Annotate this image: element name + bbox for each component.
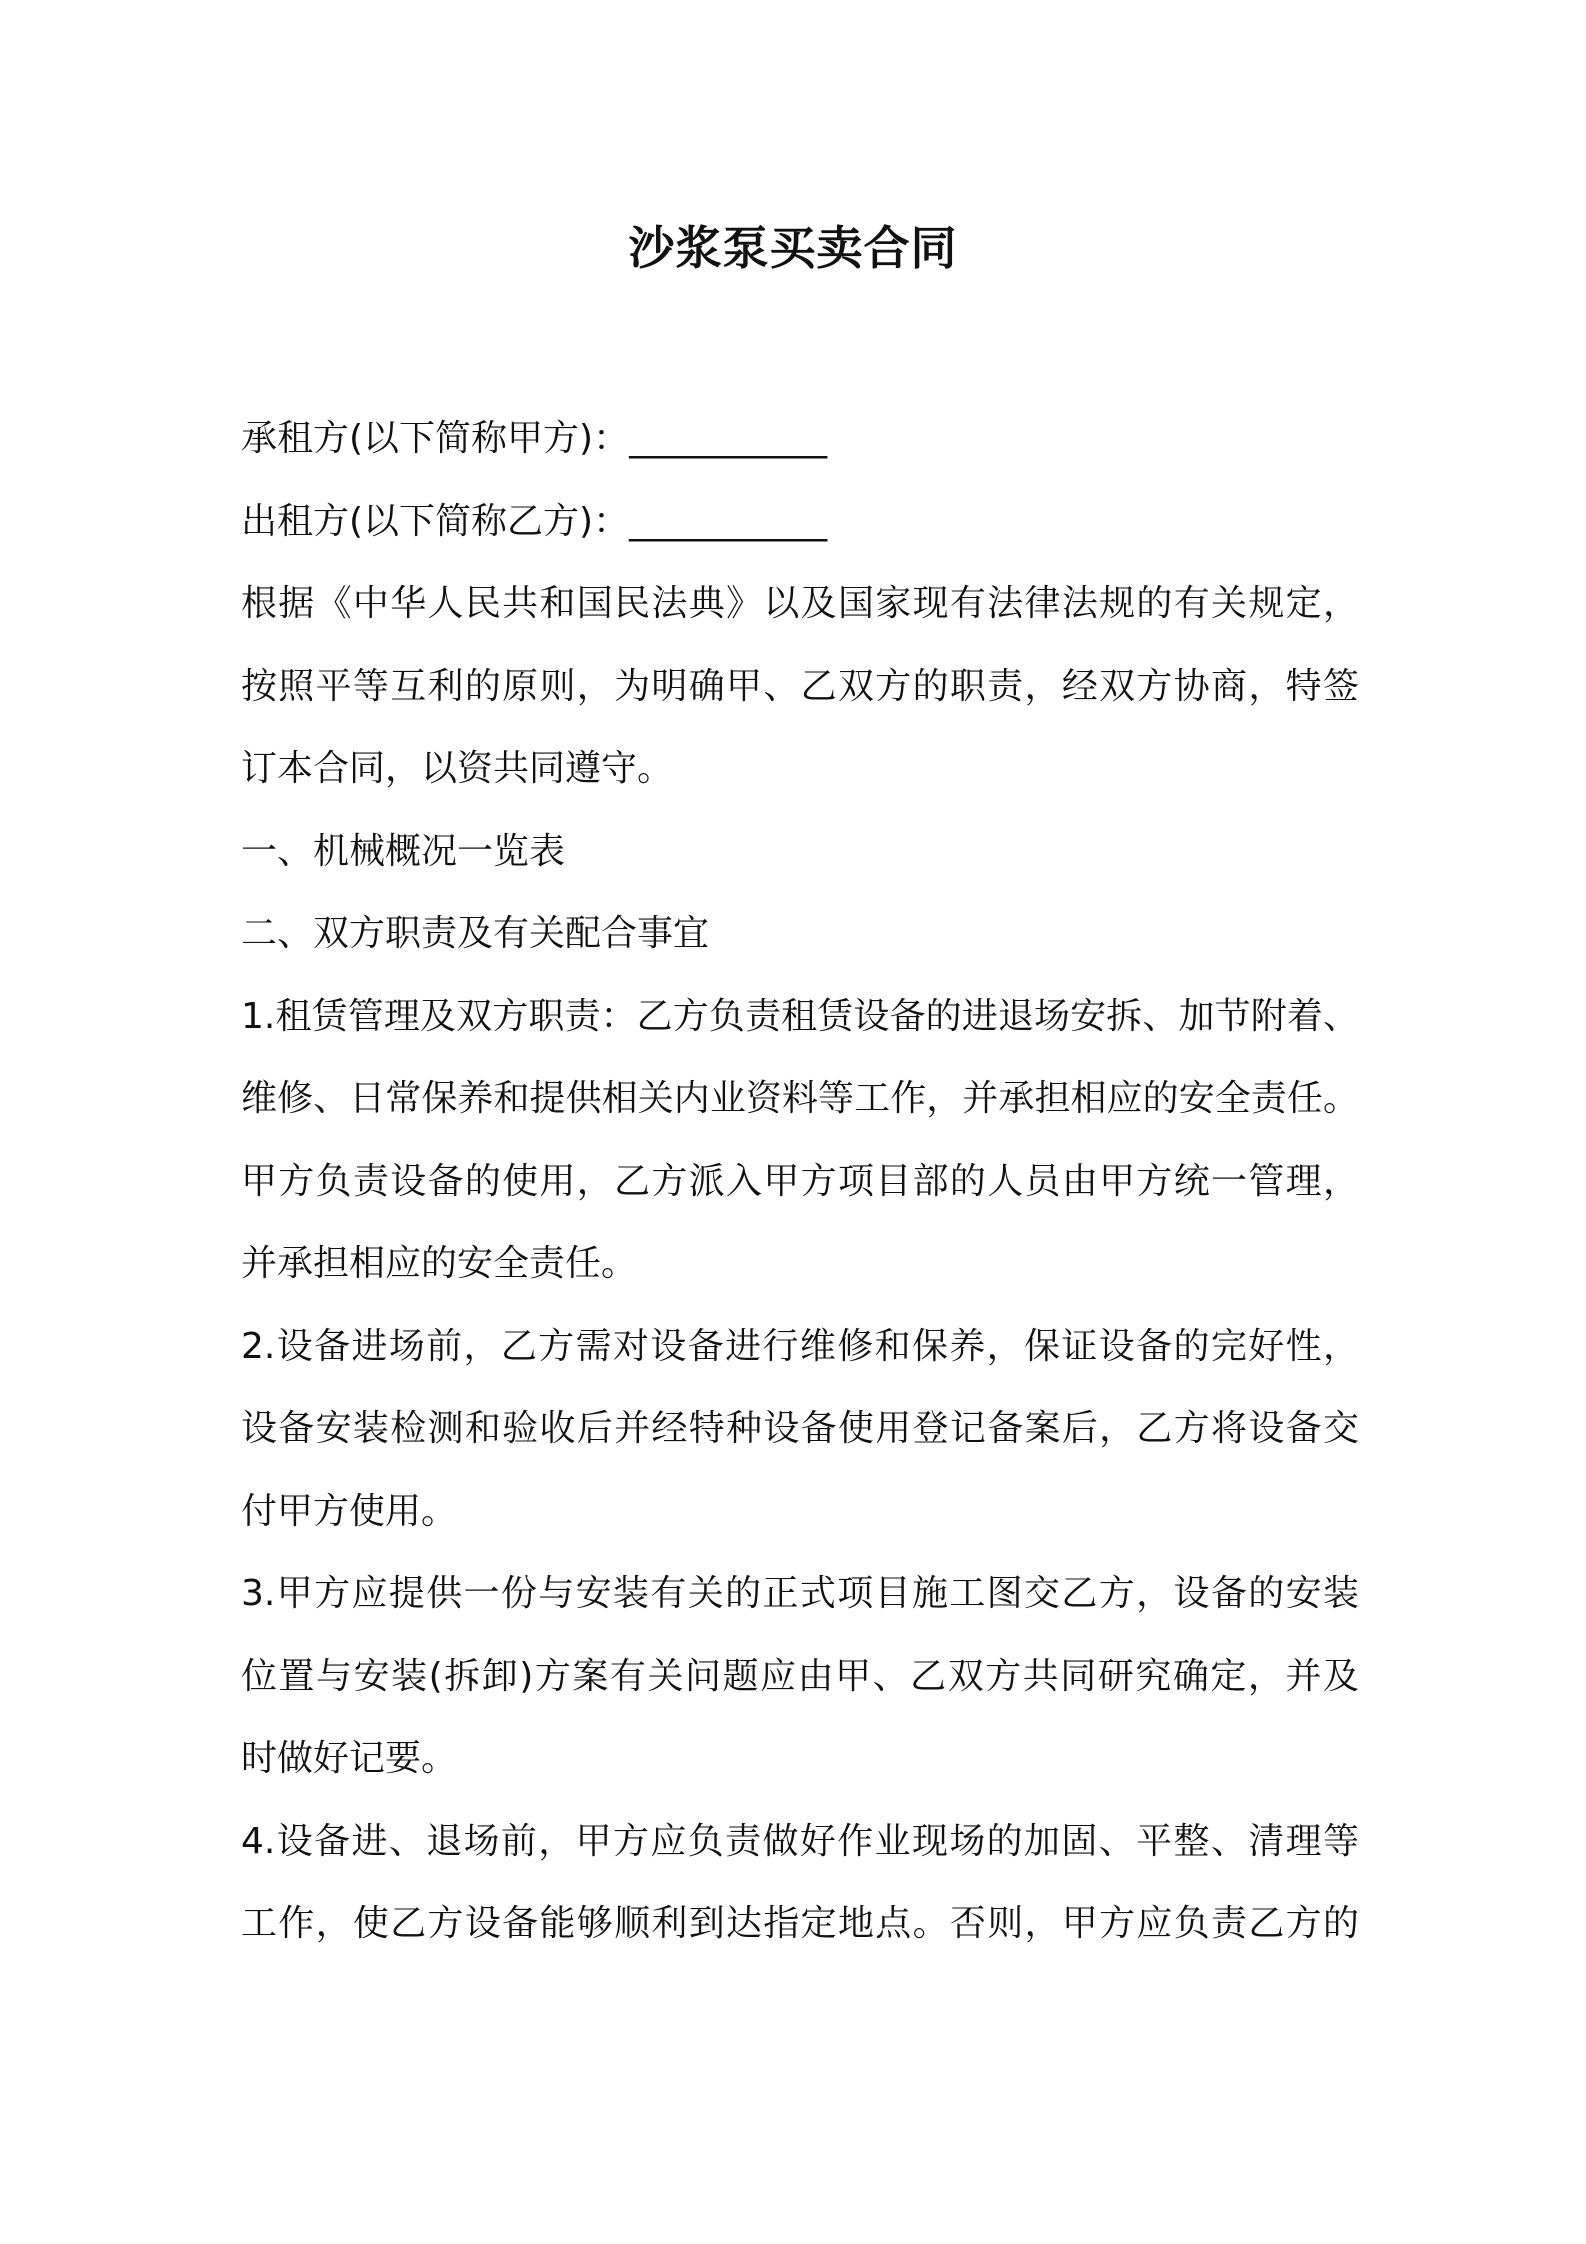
paragraph-line: 工作，使乙方设备能够顺利到达指定地点。否则，甲方应负责乙方的 (241, 1903, 1359, 1944)
paragraph-line: 1.租赁管理及双方职责：乙方负责租赁设备的进退场安拆、加节附着、 (241, 995, 1359, 1037)
party-b-line: 出租方(以下简称乙方)：___________ (241, 500, 828, 542)
document-body (241, 398, 1359, 1966)
document-title: 沙浆泵买卖合同 (628, 221, 958, 275)
section-heading: 一、机械概况一览表 (241, 830, 566, 872)
party-a-line: 承租方(以下简称甲方)：___________ (241, 418, 828, 459)
paragraph-line: 时做好记要。 (241, 1738, 458, 1779)
paragraph-line: 根据《中华人民共和国民法典》以及国家现有法律法规的有关规定， (241, 583, 1359, 624)
paragraph-line: 3.甲方应提供一份与安装有关的正式项目施工图交乙方，设备的安装 (241, 1573, 1359, 1614)
paragraph-line: 位置与安装(拆卸)方案有关问题应由甲、乙双方共同研究确定，并及 (241, 1655, 1359, 1697)
paragraph-line: 按照平等互利的原则，为明确甲、乙双方的职责，经双方协商，特签 (241, 665, 1359, 707)
section-heading: 二、双方职责及有关配合事宜 (241, 913, 710, 954)
paragraph-line: 维修、日常保养和提供相关内业资料等工作，并承担相应的安全责任。 (241, 1078, 1359, 1119)
paragraph-line: 4.设备进、退场前，甲方应负责做好作业现场的加固、平整、清理等 (241, 1820, 1359, 1862)
paragraph-line: 付甲方使用。 (241, 1490, 458, 1532)
paragraph-line: 2.设备进场前，乙方需对设备进行维修和保养，保证设备的完好性， (241, 1325, 1359, 1367)
paragraph-line: 订本合同，以资共同遵守。 (241, 748, 674, 789)
paragraph-line: 并承担相应的安全责任。 (241, 1243, 638, 1284)
paragraph-line: 甲方负责设备的使用，乙方派入甲方项目部的人员由甲方统一管理， (241, 1160, 1359, 1202)
paragraph-line: 设备安装检测和验收后并经特种设备使用登记备案后，乙方将设备交 (241, 1408, 1359, 1449)
